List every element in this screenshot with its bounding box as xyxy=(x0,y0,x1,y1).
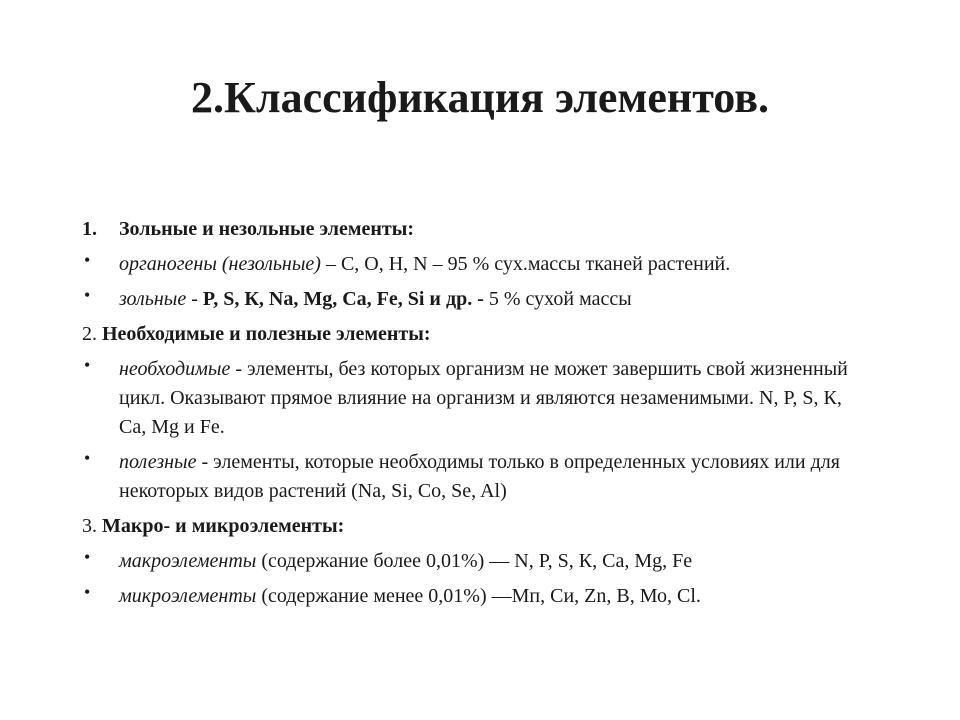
section-3-bullet-2 xyxy=(82,582,872,611)
bullet-text: - элементы, без которых организм не может завершить свой жизненный цикл. Оказывают прямое влияние на организм и являются незаменимыми. N, P, S, К, Ca, Mg и Fe. xyxy=(119,358,848,438)
section-1-bullet-1 xyxy=(82,250,872,279)
bullet-elements: P, S, К, Na, Mg, Ca, Fe, Si и др. - xyxy=(202,288,484,310)
bullet-text: (содержание менее 0,01%) —Мп, Си, Zn, В, Мо, Cl. xyxy=(256,585,701,607)
section-2-number: 2. xyxy=(82,323,102,345)
bullet-icon: • xyxy=(84,285,91,305)
bullet-term: макроэлементы xyxy=(119,550,257,572)
bullet-text: – С, О, Н, N – 95 % сух.массы тканей растений. xyxy=(320,253,731,275)
bullet-term: необходимые xyxy=(119,358,231,380)
bullet-term: зольные xyxy=(119,288,187,310)
section-1-heading xyxy=(82,215,872,244)
bullet-icon: • xyxy=(84,448,91,468)
bullet-icon: • xyxy=(84,355,91,375)
section-1-title: Зольные и незольные элементы: xyxy=(119,218,414,240)
section-3-title: Макро- и микроэлементы: xyxy=(102,515,345,537)
bullet-icon: • xyxy=(84,547,91,567)
section-1-bullet-2 xyxy=(82,285,872,314)
bullet-icon: • xyxy=(84,250,91,270)
slide-content xyxy=(82,215,872,617)
section-3-number: 3. xyxy=(82,515,102,537)
slide-title: 2.Классификация элементов. xyxy=(191,73,769,122)
section-2-bullet-2 xyxy=(82,448,872,506)
section-2-bullet-1 xyxy=(82,355,872,442)
section-3-bullet-1 xyxy=(82,547,872,576)
section-3-heading xyxy=(82,512,872,541)
section-2-heading xyxy=(82,320,872,349)
bullet-text: 5 % сухой массы xyxy=(483,288,632,310)
bullet-dash: - xyxy=(186,288,203,310)
bullet-term: полезные xyxy=(119,451,197,473)
bullet-term: органогены (незольные) xyxy=(119,253,321,275)
section-1-number: 1. xyxy=(82,218,97,240)
bullet-text: (содержание более 0,01%) — N, P, S, К, Ca, Mg, Fe xyxy=(256,550,693,572)
section-2-title: Необходимые и полезные элементы: xyxy=(102,323,431,345)
bullet-text: - элементы, которые необходимы только в определенных условиях или для некоторых видов растений (Na, Si, Co, Se, Al) xyxy=(119,451,840,502)
bullet-icon: • xyxy=(84,582,91,602)
bullet-term: микроэлементы xyxy=(119,585,257,607)
